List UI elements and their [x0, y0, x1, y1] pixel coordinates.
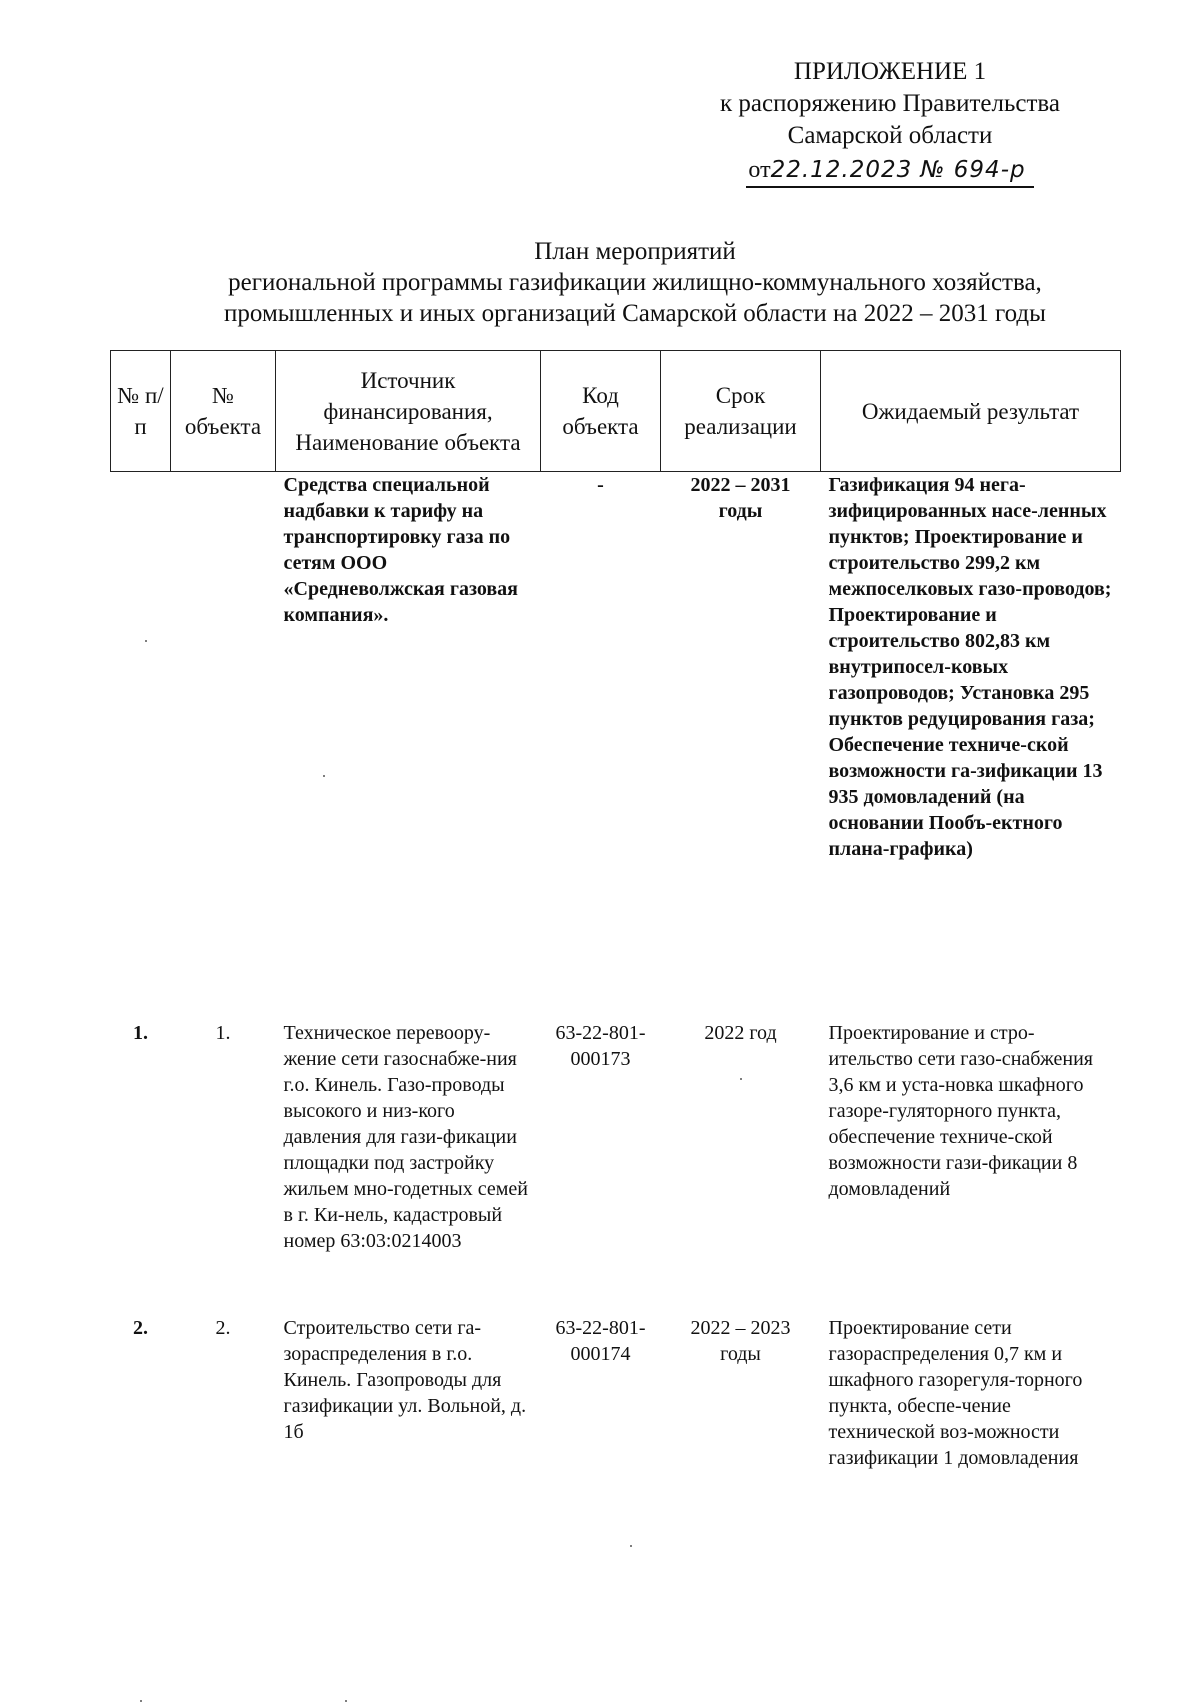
- cell-term: 2022 – 2031 годы: [690, 474, 791, 522]
- cell-result: Проектирование и стро-ительство сети газо-снабжения 3,6 км и уста-новка шкафного газоре-гуляторного пункта, обеспечение техниче-ской возможности гази-фикации 8 домовладений: [828, 1022, 1093, 1200]
- plan-title: [150, 236, 1120, 329]
- cell-source: Строительство сети га-зораспределения в г.о. Кинель. Газопроводы для газификации ул. Вольной, д. 1б: [283, 1317, 527, 1443]
- cell-result: Газификация 94 нега-зифицированных насе-ленных пунктов; Проектирование и строительство 299,2 км межпоселковых газо-проводов; Проектирование и строительство 802,83 км внутрипосел-ковых газопроводов; Установка 295 пунктов редуцирования газа; Обеспечение техниче-ской возможности га-зификации 13 935 домовладений (на основании Пообъ-ектного плана-графика): [828, 474, 1112, 860]
- cell-result: Проектирование сети газораспределения 0,7 км и шкафного газорегуля-торного пункта, обеспе-чение технической воз-можности газификации 1 домовладения: [828, 1317, 1083, 1469]
- scan-speck: [323, 775, 325, 777]
- plan-title-line-2: региональной программы газификации жилищно-коммунального хозяйства,: [228, 269, 1042, 296]
- cell-object: [171, 472, 276, 1021]
- table-row-summary: [111, 472, 1121, 1021]
- plan-title-line-3: промышленных и иных организаций Самарской области на 2022 – 2031 годы: [224, 300, 1046, 327]
- cell-source: Техническое перевоору-жение сети газоснабже-ния г.о. Кинель. Газо-проводы высокого и низ-кого давления для гази-фикации площадки под застройку жильем мно-годетных семей в г. Ки-нель, кадастровый номер 63:03:0214003: [283, 1022, 528, 1252]
- scan-speck: [740, 1078, 742, 1080]
- header-term: Срок реализации: [661, 351, 821, 472]
- cell-num: [111, 472, 171, 1021]
- appendix-line-3: Самарской области: [787, 122, 993, 149]
- cell-object: 2.: [215, 1317, 231, 1339]
- header-object: № объекта: [171, 351, 276, 472]
- appendix-line-2: к распоряжению Правительства: [719, 90, 1060, 117]
- table-row: [111, 1020, 1121, 1315]
- date-prefix: от: [748, 157, 771, 183]
- appendix-title: ПРИЛОЖЕНИЕ 1: [793, 58, 987, 85]
- scan-speck: [345, 1700, 347, 1702]
- header-source: Источник финансирования, Наименование объекта: [276, 351, 541, 472]
- cell-num: 2.: [133, 1317, 148, 1339]
- plan-table: [110, 350, 1121, 1515]
- scan-speck: [630, 1545, 632, 1547]
- cell-code: 63-22-801-000174: [555, 1317, 646, 1365]
- cell-num: 1.: [133, 1022, 148, 1044]
- header-result: Ожидаемый результат: [821, 351, 1121, 472]
- appendix-block: [660, 56, 1120, 188]
- cell-code: -: [597, 474, 604, 496]
- date-number: 22.12.2023 № 694-р: [770, 157, 1026, 183]
- cell-object: 1.: [215, 1022, 231, 1044]
- cell-term: 2022 – 2023 годы: [690, 1317, 791, 1365]
- appendix-date-line: [660, 152, 1120, 188]
- header-num: № п/п: [111, 351, 171, 472]
- scan-speck: [140, 1700, 142, 1702]
- table-header-row: [111, 351, 1121, 472]
- header-code: Код объекта: [541, 351, 661, 472]
- cell-source: Средства специальной надбавки к тарифу на транспортировку газа по сетям ООО «Средневолжская газовая компания».: [283, 474, 519, 626]
- table-row: [111, 1315, 1121, 1515]
- plan-title-line-1: План мероприятий: [534, 238, 736, 265]
- scan-speck: [145, 640, 147, 642]
- handwritten-date-signature: [746, 154, 1033, 188]
- cell-term: 2022 год: [704, 1022, 777, 1044]
- cell-code: 63-22-801-000173: [555, 1022, 646, 1070]
